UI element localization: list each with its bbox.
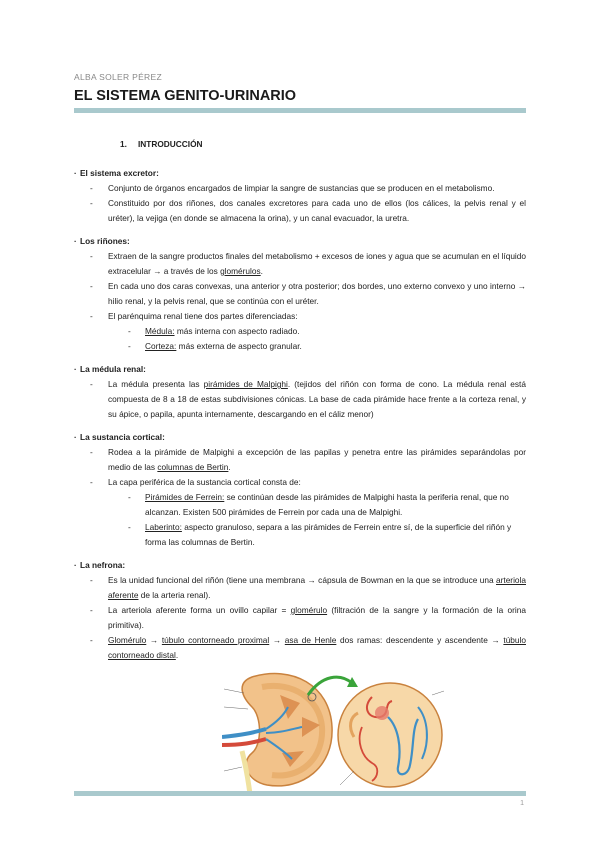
section-title-text: La médula renal: <box>80 364 146 374</box>
section-sistema-excretor <box>74 166 526 226</box>
dash-icon: - <box>90 379 93 389</box>
dash-icon: - <box>90 281 93 291</box>
section-title <box>74 166 526 181</box>
dash-icon: - <box>90 251 93 261</box>
list-item <box>74 279 526 309</box>
underlined-term: glomérulo <box>290 605 328 615</box>
section-title <box>74 558 526 573</box>
list-item-text: . <box>175 650 179 660</box>
dash-icon: - <box>90 183 93 193</box>
kidney-cross-section <box>222 674 332 794</box>
underlined-term: Médula: <box>145 326 175 336</box>
section-rinones <box>74 234 526 354</box>
dash-icon: - <box>90 477 93 487</box>
section-label: INTRODUCCIÓN <box>138 139 203 149</box>
dash-icon: - <box>90 447 93 457</box>
underlined-term: glomérulos <box>220 266 261 276</box>
arrow-text: → <box>269 635 285 645</box>
list-item <box>74 603 526 633</box>
sub-list-item-text: más externa de aspecto granular. <box>176 341 302 351</box>
author-name: ALBA SOLER PÉREZ <box>74 72 162 82</box>
sub-list-item <box>74 324 526 339</box>
list-item <box>74 445 526 475</box>
section-title-text: La sustancia cortical: <box>80 432 165 442</box>
dash-icon: - <box>90 605 93 615</box>
sub-list-item-text: se continúan desde las pirámides de Malpighi hasta la periferia renal, que no alcanzan. Existen 500 pirámides de Ferrein por cada una de Malpighi. <box>145 492 509 517</box>
sub-list-item <box>74 520 526 550</box>
underlined-term: arteriola aferente <box>108 575 526 600</box>
underlined-term: columnas de Bertin <box>157 462 229 472</box>
underlined-term: Corteza: <box>145 341 177 351</box>
dash-icon: - <box>90 198 93 208</box>
section-number: 1. <box>120 139 127 149</box>
list-item <box>74 633 526 663</box>
underlined-term: túbulo contorneado distal <box>108 635 526 660</box>
dash-icon: - <box>90 635 93 645</box>
sub-list-item <box>74 490 526 520</box>
section-medula-renal <box>74 362 526 422</box>
footer-divider <box>74 791 526 796</box>
underlined-term: Pirámides de Ferrein: <box>145 492 225 502</box>
list-item-text: Conjunto de órganos encargados de limpiar la sangre de sustancias que se producen en el metabolismo. <box>108 183 495 193</box>
list-item-text: La arteriola aferente forma un ovillo capilar = <box>108 605 291 615</box>
dash-icon: - <box>128 522 131 532</box>
list-item-text: . (tejidos del riñón con forma de cono. La médula renal está compuesta de 8 a 18 de estas subdivisiones cónicas. La base de cada pirámide hace frente a la corteza renal, y su ápice, o papila, apunta internamente, descargando en el cáliz menor) <box>108 379 526 419</box>
underlined-term: túbulo contorneado proximal <box>161 635 270 645</box>
list-item-text: La capa periférica de la sustancia cortical consta de: <box>108 477 301 487</box>
underlined-term: Laberinto: <box>145 522 182 532</box>
section-title <box>74 362 526 377</box>
section-sustancia-cortical <box>74 430 526 550</box>
section-title-text: Los riñones: <box>80 236 130 246</box>
underlined-term: asa de Henle <box>284 635 337 645</box>
list-item-text: En cada uno dos caras convexas, una anterior y otra posterior; dos bordes, uno externo convexo y uno interno → hilio renal, y la pelvis renal, que se continúa con el uréter. <box>108 281 526 306</box>
list-item <box>74 573 526 603</box>
section-heading-introduccion <box>74 137 526 152</box>
document-body <box>74 137 526 794</box>
list-item <box>74 309 526 324</box>
kidney-nephron-illustration <box>222 667 447 794</box>
arrow-text: → <box>146 635 162 645</box>
dash-icon: - <box>128 326 131 336</box>
underlined-term: pirámides de Malpighi <box>203 379 288 389</box>
list-item-text: . <box>260 266 263 276</box>
dash-icon: - <box>128 492 131 502</box>
list-item <box>74 475 526 490</box>
sub-list-item-text: más interna con aspecto radiado. <box>174 326 300 336</box>
list-item <box>74 196 526 226</box>
list-item <box>74 377 526 422</box>
header-divider <box>74 108 526 113</box>
list-item <box>74 181 526 196</box>
list-item-text: Extraen de la sangre productos finales del metabolismo + excesos de iones y agua que se acumulan en el líquido extracelular → a través de los <box>108 251 526 276</box>
section-title <box>74 430 526 445</box>
section-title <box>74 234 526 249</box>
section-title-text: La nefrona: <box>80 560 126 570</box>
document-title: EL SISTEMA GENITO-URINARIO <box>74 88 297 104</box>
list-item-text: El parénquima renal tiene dos partes diferenciadas: <box>108 311 298 321</box>
section-title-text: El sistema excretor: <box>80 168 159 178</box>
bullet-icon: · <box>74 169 77 178</box>
dash-icon: - <box>90 575 93 585</box>
list-item-text: . <box>228 462 231 472</box>
dash-icon: - <box>128 341 131 351</box>
list-item <box>74 249 526 279</box>
bullet-icon: · <box>74 237 77 246</box>
list-item-text: dos ramas: descendente y ascendente → <box>336 635 504 645</box>
dash-icon: - <box>90 311 93 321</box>
list-item-text: Constituido por dos riñones, dos canales excretores para cada uno de ellos (los cálices, la pelvis renal y el uréter), la vejiga (en donde se almacena la orina), y un canal evacuador, la uretra. <box>108 198 526 223</box>
list-item-text: Es la unidad funcional del riñón (tiene una membrana → cápsula de Bowman en la que se introduce una <box>108 575 497 585</box>
list-item-text: (filtración de la sangre y la formación de la orina primitiva). <box>108 605 526 630</box>
section-nefrona <box>74 558 526 663</box>
list-item-text: La médula presenta las <box>108 379 204 389</box>
kidney-diagram-svg <box>222 667 447 794</box>
list-item-text: Rodea a la pirámide de Malpighi a excepción de las papilas y penetra entre las pirámides separándolas por medio de las <box>108 447 526 472</box>
list-item-text: de la arteria renal). <box>138 590 211 600</box>
underlined-term: Glomérulo <box>108 635 147 645</box>
bullet-icon: · <box>74 433 77 442</box>
sub-list-item-text: aspecto granuloso, separa a las pirámides de Ferrein entre sí, de la superficie del riñón y forma las columnas de Bertin. <box>145 522 512 547</box>
sub-list-item <box>74 339 526 354</box>
bullet-icon: · <box>74 561 77 570</box>
page-number: 1 <box>520 800 524 807</box>
bullet-icon: · <box>74 365 77 374</box>
